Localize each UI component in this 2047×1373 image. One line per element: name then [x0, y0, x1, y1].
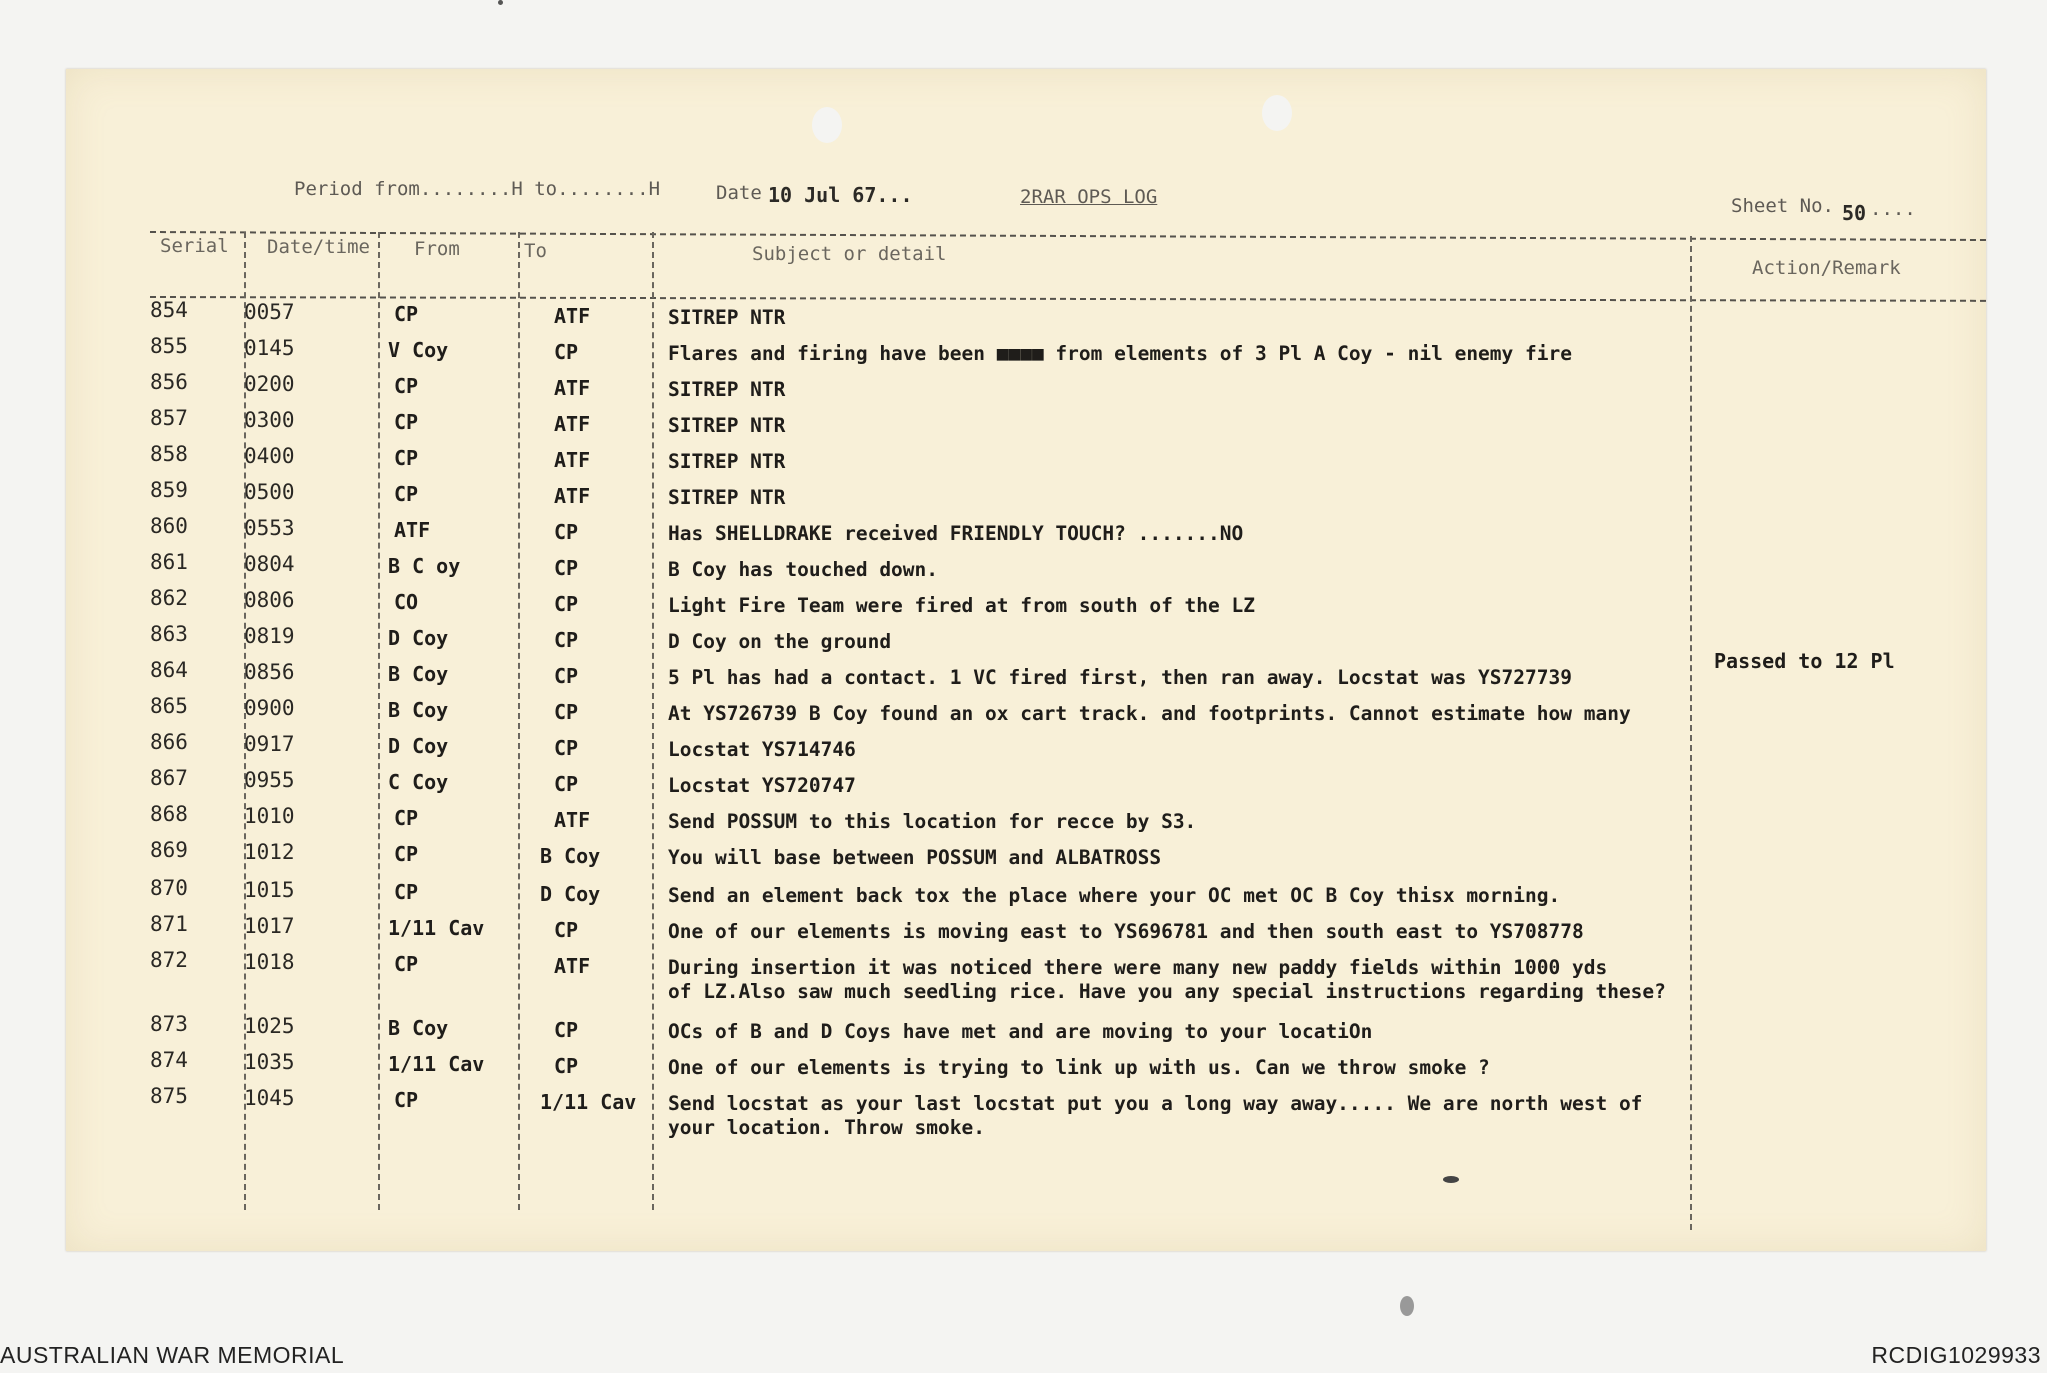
entry-from: D Coy — [388, 626, 449, 650]
col-divider — [652, 232, 654, 1210]
entry-detail: Send locstat as your last locstat put you a long way away..... We are north west of — [668, 1092, 1643, 1115]
entry-from: B Coy — [388, 662, 449, 686]
log-title: 2RAR OPS LOG — [1020, 186, 1158, 208]
entry-to: ATF — [554, 954, 591, 978]
entry-to: CP — [554, 736, 579, 760]
entry-serial: 870 — [150, 876, 188, 900]
entry-to: ATF — [554, 808, 591, 832]
archive-reference: RCDIG1029933 — [1871, 1342, 2041, 1368]
punch-hole — [1262, 95, 1292, 131]
entry-to: ATF — [554, 448, 591, 472]
entry-detail: Send POSSUM to this location for recce by S3. — [668, 810, 1197, 833]
entry-from: B C oy — [388, 554, 461, 578]
entry-detail: Locstat YS714746 — [668, 738, 856, 761]
entry-detail: SITREP NTR — [668, 486, 786, 509]
entry-detail: You will base between POSSUM and ALBATROSS — [668, 846, 1162, 869]
entry-from: CP — [394, 952, 419, 976]
entry-time: 1035 — [244, 1050, 295, 1074]
entry-serial: 864 — [150, 658, 188, 682]
entry-serial: 871 — [150, 912, 188, 936]
entry-detail: SITREP NTR — [668, 414, 786, 437]
entry-from: CP — [394, 842, 419, 866]
entry-from: CP — [394, 880, 419, 904]
entry-to: CP — [554, 700, 579, 724]
entry-serial: 866 — [150, 730, 188, 754]
entry-detail: At YS726739 B Coy found an ox cart track. and footprints. Cannot estimate how many — [668, 702, 1631, 725]
entry-serial: 860 — [150, 514, 188, 538]
entry-from: CP — [394, 374, 419, 398]
entry-from: 1/11 Cav — [388, 1052, 485, 1076]
entry-to: CP — [554, 772, 579, 796]
entry-to: B Coy — [540, 844, 601, 868]
entry-detail: Has SHELLDRAKE received FRIENDLY TOUCH? .......NO — [668, 522, 1244, 545]
entry-serial: 872 — [150, 948, 188, 972]
entry-detail-continued: your location. Throw smoke. — [668, 1116, 985, 1139]
entry-serial: 859 — [150, 478, 188, 502]
entry-time: 1018 — [244, 950, 295, 974]
entry-serial: 869 — [150, 838, 188, 862]
entry-serial: 855 — [150, 334, 188, 358]
entry-detail: SITREP NTR — [668, 450, 786, 473]
entry-from: CP — [394, 410, 419, 434]
entry-time: 1010 — [244, 804, 295, 828]
entry-serial: 861 — [150, 550, 188, 574]
entry-to: CP — [554, 340, 579, 364]
entry-to: CP — [554, 592, 579, 616]
entry-to: ATF — [554, 376, 591, 400]
entry-from: C Coy — [388, 770, 449, 794]
entry-from: CP — [394, 1088, 419, 1112]
date-label: Date — [716, 182, 762, 204]
entry-to: CP — [554, 664, 579, 688]
entry-from: CP — [394, 302, 419, 326]
entry-from: CP — [394, 446, 419, 470]
entry-to: CP — [554, 1018, 579, 1042]
entry-serial: 865 — [150, 694, 188, 718]
entry-serial: 867 — [150, 766, 188, 790]
entry-to: D Coy — [540, 882, 601, 906]
entry-serial: 873 — [150, 1012, 188, 1036]
entry-from: CP — [394, 806, 419, 830]
entry-serial: 856 — [150, 370, 188, 394]
entry-time: 1012 — [244, 840, 295, 864]
entry-time: 0400 — [244, 444, 295, 468]
entry-time: 1045 — [244, 1086, 295, 1110]
col-header-to: To — [524, 240, 547, 262]
entry-detail: One of our elements is trying to link up with us. Can we throw smoke ? — [668, 1056, 1490, 1079]
col-divider — [378, 232, 380, 1210]
entry-detail: D Coy on the ground — [668, 630, 892, 653]
entry-from: 1/11 Cav — [388, 916, 485, 940]
entry-time: 0955 — [244, 768, 295, 792]
entry-from: D Coy — [388, 734, 449, 758]
entry-time: 0200 — [244, 372, 295, 396]
entry-time: 1025 — [244, 1014, 295, 1038]
col-divider — [518, 232, 520, 1210]
entry-detail: SITREP NTR — [668, 378, 786, 401]
punch-hole — [812, 107, 842, 143]
entry-remark: Passed to 12 Pl — [1714, 649, 1895, 673]
entry-time: 1015 — [244, 878, 295, 902]
entry-from: CP — [394, 482, 419, 506]
entry-to: CP — [554, 918, 579, 942]
entry-detail: 5 Pl has had a contact. 1 VC fired first, then ran away. Locstat was YS727739 — [668, 666, 1572, 689]
paper-speck — [1443, 1176, 1459, 1183]
entry-from: ATF — [394, 518, 431, 542]
entry-detail: SITREP NTR — [668, 306, 786, 329]
archive-credit: AUSTRALIAN WAR MEMORIAL — [0, 1342, 345, 1368]
entry-detail: OCs of B and D Coys have met and are moving to your locatiOn — [668, 1020, 1373, 1043]
entry-detail: Locstat YS720747 — [668, 774, 856, 797]
entry-serial: 863 — [150, 622, 188, 646]
entry-detail: Send an element back tox the place where your OC met OC B Coy thisx morning. — [668, 884, 1561, 907]
entry-time: 1017 — [244, 914, 295, 938]
entry-to: CP — [554, 520, 579, 544]
entry-time: 0819 — [244, 624, 295, 648]
entry-time: 0856 — [244, 660, 295, 684]
entry-serial: 854 — [150, 298, 188, 322]
entry-to: CP — [554, 1054, 579, 1078]
log-date: 10 Jul 67... — [768, 183, 913, 207]
col-header-subject: Subject or detail — [752, 243, 947, 265]
entry-time: 0500 — [244, 480, 295, 504]
entry-time: 0300 — [244, 408, 295, 432]
entry-detail: Light Fire Team were fired at from south of the LZ — [668, 594, 1255, 617]
entry-detail: Flares and firing have been ■■■■ from elements of 3 Pl A Coy - nil enemy fire — [668, 342, 1572, 365]
entry-to: ATF — [554, 484, 591, 508]
entry-detail-continued: of LZ.Also saw much seedling rice. Have you any special instructions regarding these? — [668, 980, 1666, 1003]
period-line: Period from........H to........H — [294, 178, 661, 200]
sheet-label: Sheet No. — [1731, 195, 1834, 217]
entry-from: B Coy — [388, 698, 449, 722]
entry-serial: 857 — [150, 406, 188, 430]
entry-to: ATF — [554, 304, 591, 328]
entry-from: V Coy — [388, 338, 449, 362]
col-header-serial: Serial — [160, 235, 229, 257]
entry-from: B Coy — [388, 1016, 449, 1040]
entry-detail: B Coy has touched down. — [668, 558, 939, 581]
sheet-number: 50 — [1842, 201, 1867, 225]
entry-time: 0145 — [244, 336, 295, 360]
entry-time: 0804 — [244, 552, 295, 576]
entry-serial: 858 — [150, 442, 188, 466]
entry-to: 1/11 Cav — [540, 1090, 637, 1114]
entry-to: CP — [554, 628, 579, 652]
entry-detail: One of our elements is moving east to YS696781 and then south east to YS708778 — [668, 920, 1584, 943]
entry-detail: During insertion it was noticed there were many new paddy fields within 1000 yds — [668, 956, 1608, 979]
paper-speck — [1400, 1296, 1414, 1316]
entry-from: CO — [394, 590, 419, 614]
entry-to: ATF — [554, 412, 591, 436]
col-header-action: Action/Remark — [1752, 257, 1901, 279]
paper-speck — [498, 0, 503, 5]
entry-time: 0806 — [244, 588, 295, 612]
entry-serial: 874 — [150, 1048, 188, 1072]
entry-time: 0553 — [244, 516, 295, 540]
sheet-dots: .... — [1870, 198, 1916, 220]
entry-time: 0900 — [244, 696, 295, 720]
col-header-from: From — [414, 238, 460, 260]
col-divider — [1690, 236, 1692, 1230]
entry-time: 0917 — [244, 732, 295, 756]
entry-serial: 862 — [150, 586, 188, 610]
entry-serial: 868 — [150, 802, 188, 826]
entry-to: CP — [554, 556, 579, 580]
entry-time: 0057 — [244, 300, 295, 324]
entry-serial: 875 — [150, 1084, 188, 1108]
col-header-datetime: Date/time — [267, 236, 370, 258]
